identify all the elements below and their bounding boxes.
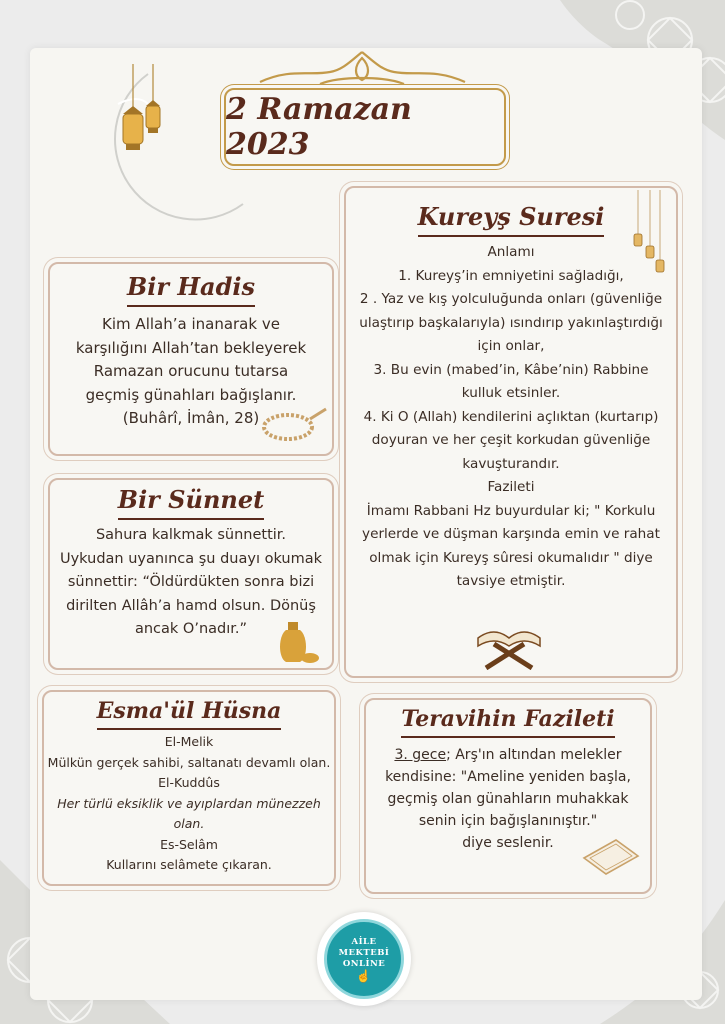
esma-card (42, 690, 336, 886)
esma-meaning: Kullarını selâmete çıkaran. (106, 857, 272, 872)
teravih-line-rest: ; Arş'ın altından melekler (446, 747, 622, 763)
teravih-line (366, 744, 650, 766)
sunnet-line: sünnettir: “Öldürdükten sonra bizi (67, 574, 315, 590)
kureys-line: İmamı Rabbani Hz buyurdular ki; " Korkulu (366, 502, 656, 519)
hadis-line: karşılığını Allah’tan bekleyerek (75, 338, 307, 357)
kureys-line: 4. Ki O (Allah) kendilerini açlıktan (kurtarıp) (363, 408, 659, 425)
sunnet-line: Uykudan uyanınca şu duayı okumak (59, 550, 323, 567)
aile-mektebi-logo (317, 912, 411, 1006)
prayer-beads-icon (260, 405, 330, 445)
teravih-night: 3. gece (394, 747, 447, 763)
kureys-line: yerlerde ve düşman karşında emin ve rahat (362, 526, 660, 542)
logo-text-line: ONLİNE (342, 958, 386, 969)
kureys-line: doyuran ve her çeşit korkudan güvenliğe (371, 432, 651, 448)
title-box (224, 88, 506, 166)
hadis-title: Bir Hadis (127, 272, 255, 307)
esma-meaning: Her türlü eksiklik ve ayıplardan münezzeh (57, 795, 321, 811)
logo-text-line: MEKTEBİ (338, 947, 390, 958)
esma-title: Esma'ül Hüsna (97, 698, 282, 730)
kureys-line: Anlamı (487, 244, 535, 260)
quran-stand-icon (472, 616, 546, 670)
prayer-rug-icon (580, 836, 642, 878)
sunnet-title: Bir Sünnet (118, 485, 264, 520)
teravih-line: geçmiş olan günahların muhakkak (387, 791, 629, 807)
sunnet-line: Sahura kalkmak sünnettir. (95, 527, 287, 543)
kureys-title: Kureyş Suresi (418, 202, 605, 237)
esma-name: Es-Selâm (160, 836, 218, 852)
sunnet-line: dirilten Allâh’a hamd olsun. Dönüş (66, 597, 316, 614)
title-ornament-icon (250, 48, 475, 90)
hanging-lanterns-icon (628, 190, 668, 280)
kureys-line: kulluk etsinler. (461, 385, 561, 401)
kureys-line: olmak için Kureyş sûresi okumalıdır " diye (369, 549, 653, 566)
hadis-line: Kim Allah’a inanarak ve (102, 315, 280, 333)
hadis-source: (Buhârî, İmân, 28) (122, 409, 260, 427)
esma-name: El-Melik (164, 734, 214, 749)
esma-meaning: olan. (173, 816, 205, 831)
esma-name: El-Kuddûs (158, 775, 220, 790)
sunnet-line: ancak O’nadır.” (134, 621, 248, 637)
kureys-line: Fazileti (487, 479, 535, 495)
hadis-line: Ramazan orucunu tutarsa (93, 362, 289, 380)
pointer-icon: ☝ (356, 968, 372, 983)
hadis-line: geçmiş günahları bağışlanır. (85, 385, 297, 404)
logo-text-line: AİLE (351, 936, 377, 947)
teravih-line: diye seslenir. (462, 835, 554, 851)
kureys-line: 1. Kureyş’in emniyetini sağladığı, (398, 267, 624, 284)
esma-meaning: Mülkün gerçek sahibi, saltanatı devamlı olan. (47, 754, 331, 770)
lantern-icon (123, 106, 143, 150)
kureys-line: 3. Bu evin (mabed’in, Kâbe’nin) Rabbine (373, 361, 649, 378)
kureys-line: 2 . Yaz ve kış yolculuğunda onları (güvenliğe (359, 291, 663, 307)
honey-jar-icon (272, 618, 320, 664)
teravih-line: kendisine: "Ameline yeniden başla, (385, 769, 631, 785)
teravih-title: Teravihin Fazileti (401, 706, 614, 738)
teravih-line: senin için bağışlanınıştır." (418, 813, 598, 829)
kureys-line: için onlar, (477, 338, 545, 354)
kureys-line: kavuşturandır. (462, 455, 560, 472)
page-title: 2 Ramazan 2023 (226, 92, 412, 162)
kureys-line: ulaştırıp başkalarıyla) ısındırıp yakınlaştırdığı (359, 314, 663, 331)
kureys-line: tavsiye etmiştir. (456, 573, 566, 589)
